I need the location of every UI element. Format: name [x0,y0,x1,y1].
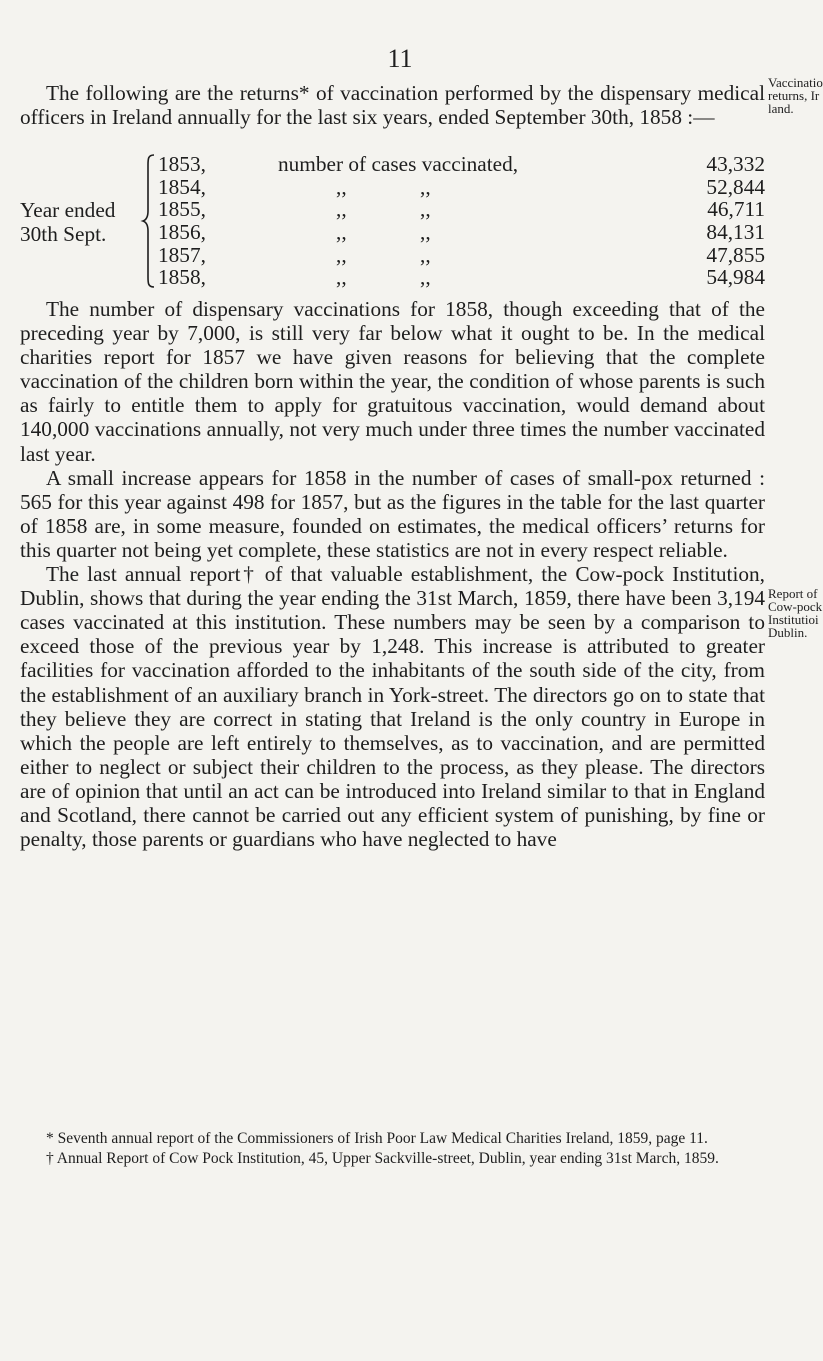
table-row [158,153,765,176]
footnote: † Annual Report of Cow Pock Institution, 45, Upper Sackville-street, Dublin, year ending 31st March, 1859. [46,1150,719,1167]
ditto-mark: ,, [420,220,431,245]
table-rows [158,153,765,289]
page-number: 11 [387,44,413,73]
table-row-label: Year ended 30th Sept. [20,198,116,246]
row-value: 47,855 [706,242,765,267]
paragraph: The last annual report† of that valuable establishment, the Cow-pock Institution, Dublin, shows that during the year ending the 31st March, 1859, there have been 3,194 cases vaccinated at this institution. These numbers may be seen by a comparison to exceed those of the previous year by 1,248. This increase is attributed to greater facilities for vaccination afforded to the inhabitants of the south side of the city, from the establishment of an auxiliary branch in York-street. The directors go on to state that they believe they are correct in stating that Ireland is the only country in Europe in which the people are left entirely to themselves, as to vaccination, and are permitted either to neglect or subject their children to the process, as they please. The directors are of opinion that until an act can be introduced into Ireland similar to that in England and Scotland, there cannot be carried out any efficient system of punishing, by fine or penalty, those parents or guardians who have neglected to have [20,562,765,852]
table-row [158,198,765,221]
row-year: 1855, [158,197,206,222]
ditto-mark: ,, [336,242,347,267]
margin-note-cow-pock-report [768,586,823,640]
margin-note-line: Cow-pock [768,599,823,614]
row-year: 1853, [158,152,206,176]
row-value: 43,332 [706,152,765,176]
margin-note-line: Vaccinatio [768,75,823,90]
ditto-mark: ,, [336,220,347,245]
row-year: 1857, [158,242,206,267]
row-value: 52,844 [706,174,765,199]
ditto-mark: ,, [420,242,431,267]
ditto-mark: ,, [420,174,431,199]
margin-note-vaccination-returns [768,75,823,116]
row-year: 1854, [158,174,206,199]
row-value: 84,131 [706,220,765,245]
ditto-mark: ,, [336,174,347,199]
ditto-mark: ,, [420,265,431,290]
row-value: 46,711 [707,197,765,222]
left-brace [142,153,156,289]
margin-note-line: Report of [768,586,818,601]
row-year: 1856, [158,220,206,245]
footnotes [20,1129,765,1169]
paragraph: A small increase appears for 1858 in the number of cases of small-pox returned : 565 for this year against 498 for 1857, but as the figures in the table for the last quarter of 1858 are, in some measure, founded on estimates, the medical officers’ returns for this quarter not being yet complete, these statistics are not in every respect reliable. [20,465,765,562]
table-row [158,176,765,199]
margin-note-line: Dublin. [768,625,808,640]
table-row [158,221,765,244]
intro-paragraph [20,81,765,129]
vaccination-table [20,153,765,293]
row-label: number of cases vaccinated, [278,152,519,176]
ditto-mark: ,, [336,265,347,290]
row-year: 1858, [158,265,206,290]
footnote: * Seventh annual report of the Commissioners of Irish Poor Law Medical Charities Ireland, 1859, page 11. [46,1130,708,1147]
table-row [158,244,765,267]
table-row [158,266,765,289]
ditto-mark: ,, [336,197,347,222]
paragraph: The number of dispensary vaccinations for 1858, though exceeding that of the preceding year by 7,000, is still very far below what it ought to be. In the medical charities report for 1857 we have given reasons for believing that the complete vaccination of the children born within the year, the condition of whose parents is such as fairly to entitle them to apply for gratuitous vaccination, would demand about 140,000 vaccinations annually, not very much under three times the number vaccinated last year. [20,297,765,466]
margin-note-line: land. [768,101,794,116]
margin-note-line: returns, Ir [768,88,820,103]
intro-text: The following are the returns* of vaccination performed by the dispensary medical officers in Ireland annually for the last six years, ended September 30th, 1858 :— [20,81,765,130]
margin-note-line: Institutioi [768,612,819,627]
ditto-mark: ,, [420,197,431,222]
row-value: 54,984 [706,265,765,290]
main-text [20,297,765,851]
